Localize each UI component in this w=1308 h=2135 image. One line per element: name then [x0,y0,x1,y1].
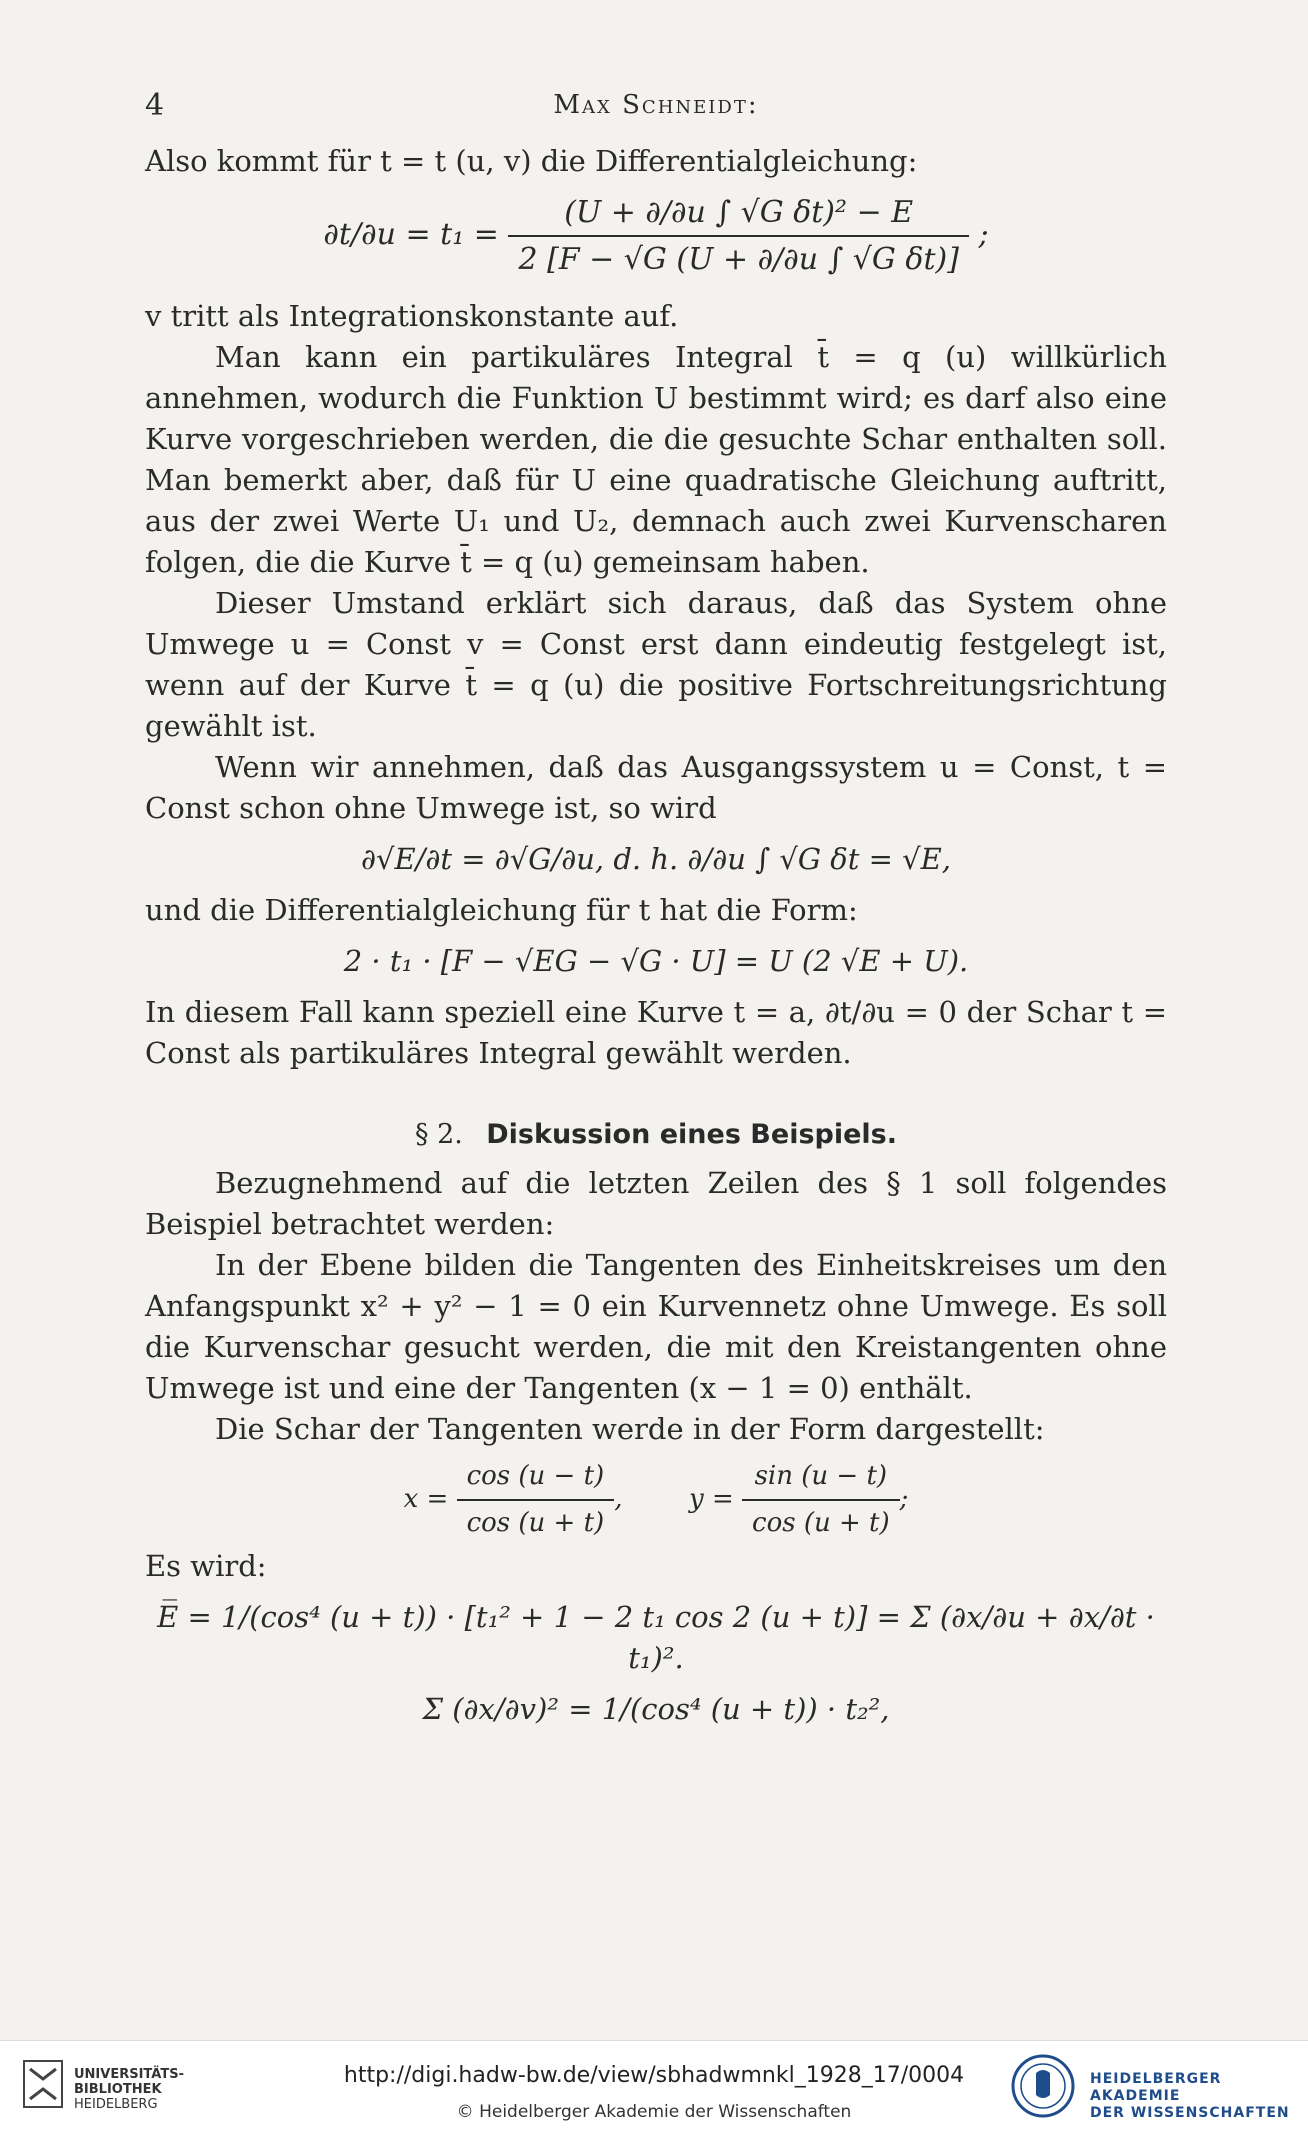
equation-denominator: cos (u + t) [466,1508,605,1538]
paragraph: v tritt als Integrationskonstante auf. [145,299,679,333]
paragraph: In der Ebene bilden die Tangenten des Einheitskreises um den Anfangspunkt x² + y² − 1 = 0 ein Kurvennetz ohne Umwege. Es soll die Kurvenschar gesucht werden, die mit den Kreistangenten ohne Umwege ist und eine der Tangenten (x − 1 = 0) enthält. [145,1248,1167,1405]
permalink-url[interactable]: http://digi.hadw-bw.de/view/sbhadwmnkl_1928_17/0004 [343,2063,965,2088]
equation-x-fraction [457,1454,615,1546]
paragraph: Dieser Umstand erklärt sich daraus, daß das System ohne Umwege u = Const v = Const erst dann eindeutig festgelegt ist, wenn auf der Kurve t̄ = q (u) die positive Fortschreitungsrichtung gewählt ist. [145,586,1167,743]
equation-e [145,1597,1167,1679]
footer-bar [0,2040,1308,2135]
equation-text: E̅ = 1/(cos⁴ (u + t)) · [t₁² + 1 − 2 t₁ cos 2 (u + t)] = Σ (∂x/∂u + ∂x/∂t · t₁)². [157,1600,1155,1675]
paragraph: Man kann ein partikuläres Integral t̄ = q (u) willkürlich annehmen, wodurch die Funktion U bestimmt wird; es darf also eine Kurve vorgeschrieben werden, die die gesuchte Schar enthalten soll. Man bemerkt aber, daß für U eine quadratische Gleichung auftritt, aus der zwei Werte U₁ und U₂, demnach auch zwei Kurvenscharen folgen, die die Kurve t̄ = q (u) gemeinsam haben. [145,340,1167,579]
paragraph: Bezugnehmend auf die letzten Zeilen des § 1 soll folgendes Beispiel betrachtet werden: [145,1166,1167,1241]
equation-fraction [508,190,968,282]
equation-numerator: sin (u − t) [742,1454,900,1501]
running-header [145,85,1167,141]
university-library-name: UNIVERSITÄTS- BIBLIOTHEK HEIDELBERG [74,2067,184,2112]
equation-denominator: cos (u + t) [752,1508,890,1538]
academy-seal-icon [1010,2053,1076,2119]
paragraph: In diesem Fall kann speziell eine Kurve t = a, ∂t/∂u = 0 der Schar t = Const als partikuläres Integral gewählt werden. [145,995,1167,1070]
equation-sum [145,1689,1167,1730]
equation-numerator: (U + ∂/∂u ∫ √G δt)² − E [508,190,968,237]
equation-text: ∂√E/∂t = ∂√G/∂u, d. h. ∂/∂u ∫ √G δt = √E, [361,842,951,876]
paragraph: Die Schar der Tangenten werde in der Form dargestellt: [215,1412,1045,1446]
equation-lhs: ∂t/∂u = t₁ = [323,217,499,252]
paragraph: Es wird: [145,1549,267,1583]
equation-suffix: ; [978,217,989,252]
equation-form [145,941,1167,982]
page-body [145,85,1167,1740]
equation-x-lhs: x = [403,1484,449,1514]
equation-tangents: x = $\frac{\cos (u - t)}{\cos (u + t)}$ , y = $\frac{\sin (u - t)}{\cos (u + t)}$ ; [145,1454,1167,1546]
paragraph: Also kommt für t = t (u, v) die Differentialgleichung: [145,144,918,178]
equation-y-lhs: y = [689,1484,734,1514]
academy-name: HEIDELBERGER AKADEMIE DER WISSENSCHAFTEN [1090,2071,1290,2121]
running-title: Max Schneidt: [553,90,759,120]
section-title: Diskussion eines Beispiels. [486,1119,897,1150]
copyright-notice: © Heidelberger Akademie der Wissenschaften [456,2102,852,2122]
paragraph: und die Differentialgleichung für t hat die Form: [145,893,858,927]
section-number: § 2. [415,1119,463,1150]
equation-y-fraction [742,1454,900,1546]
equation-denominator: 2 [F − √G (U + ∂/∂u ∫ √G δt)] [518,242,959,277]
section-heading [145,1114,1167,1155]
equation-text: 2 · t₁ · [F − √EG − √G · U] = U (2 √E + U). [343,944,969,978]
paragraph: Wenn wir annehmen, daß das Ausgangssystem u = Const, t = Const schon ohne Umwege ist, so wird [145,750,1167,825]
page-number: 4 [145,88,165,123]
equation-condition [145,839,1167,880]
equation-numerator: cos (u − t) [457,1454,615,1501]
equation-text: Σ (∂x/∂v)² = 1/(cos⁴ (u + t)) · t₂², [422,1692,890,1726]
equation-differential [145,190,1167,282]
